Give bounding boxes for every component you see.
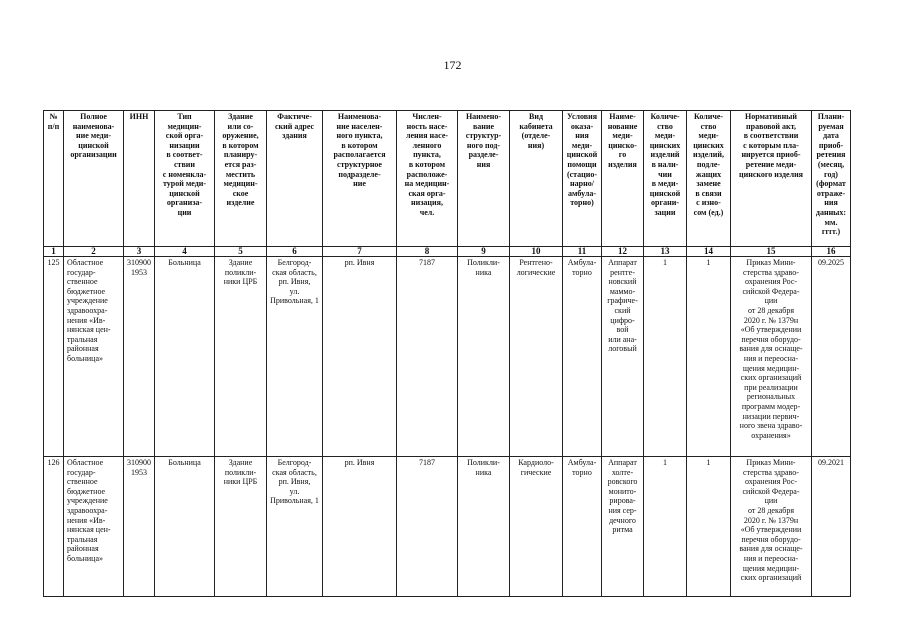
subdivision-cell: Поликли- ника <box>458 257 510 457</box>
devices-available-cell: 1 <box>644 257 687 457</box>
settlement-cell: рп. Ивня <box>323 457 397 597</box>
subdivision-cell: Поликли- ника <box>458 457 510 597</box>
organization-type-cell: Больница <box>155 457 215 597</box>
column-number: 1 <box>44 247 64 257</box>
address-cell: Белгород- ская область, рп. Ивня, ул. Привольная, 1 <box>267 257 323 457</box>
header-cell: Условия оказа- ния меди- цинской помощи (стацио- нарно/ амбула- торно) <box>563 111 602 247</box>
device-name-cell: Аппарат рентге- новский маммо- графиче- ский цифро- вой или ана- логовый <box>602 257 644 457</box>
equipment-table <box>43 110 851 597</box>
inn-cell: 310900 1953 <box>124 457 155 597</box>
header-cell: Наименова- ние населен- ного пункта, в котором располагается структурное подразделе- ние <box>323 111 397 247</box>
population-cell: 7187 <box>397 457 458 597</box>
organization-type-cell: Больница <box>155 257 215 457</box>
header-cell: Количе- ство меди- цинских изделий в нали- чии в меди- цинской органи- зации <box>644 111 687 247</box>
cabinet-type-cell: Рентгено- логические <box>510 257 563 457</box>
header-cell: Количе- ство меди- цинских изделий, подле- жащих замене в связи с изно- сом (ед.) <box>687 111 731 247</box>
header-cell: Фактиче- ский адрес здания <box>267 111 323 247</box>
header-cell: Тип медицин- ской орга- низации в соответ- ствии с номенкла- турой меди- цинской организа- ции <box>155 111 215 247</box>
page-number: 172 <box>443 58 462 72</box>
column-number-row <box>44 247 851 257</box>
column-number: 13 <box>644 247 687 257</box>
column-number: 8 <box>397 247 458 257</box>
column-number: 15 <box>731 247 812 257</box>
legal-act-cell: Приказ Мини- стерства здраво- охранения Рос- сийской Федера- ции от 28 декабря 2020 г. № 1379н «Об утверждении перечня оборудо- вания для оснаще- ния и переосна- щения медицин- ских организаций при реализации региональных программ модер- низации первич- ного звена здраво- охранения» <box>731 257 812 457</box>
header-cell: Наиме- нование меди- цинско- го изделия <box>602 111 644 247</box>
row-number-cell: 125 <box>44 257 64 457</box>
column-number: 9 <box>458 247 510 257</box>
devices-to-replace-cell: 1 <box>687 457 731 597</box>
column-number: 2 <box>64 247 124 257</box>
header-cell: Плани- руемая дата приоб- ретения (месяц, год) (формат отраже- ния данных: мм. гггг.) <box>812 111 851 247</box>
device-name-cell: Аппарат холте- ровского монито- рирова- ния сер- дечного ритма <box>602 457 644 597</box>
column-number: 10 <box>510 247 563 257</box>
column-number: 3 <box>124 247 155 257</box>
cabinet-type-cell: Кардиоло- гические <box>510 457 563 597</box>
purchase-date-cell: 09.2025 <box>812 257 851 457</box>
header-row <box>44 111 851 247</box>
column-number: 7 <box>323 247 397 257</box>
header-cell: Вид кабинета (отделе- ния) <box>510 111 563 247</box>
care-conditions-cell: Амбула- торно <box>563 457 602 597</box>
column-number: 5 <box>215 247 267 257</box>
header-cell: Здание или со- оружение, в котором планиру- ется раз- местить медицин- ское изделие <box>215 111 267 247</box>
building-cell: Здание поликли- ники ЦРБ <box>215 457 267 597</box>
population-cell: 7187 <box>397 257 458 457</box>
column-number: 6 <box>267 247 323 257</box>
inn-cell: 310900 1953 <box>124 257 155 457</box>
organization-name-cell: Областное государ- ственное бюджетное учреждение здравоохра- нения «Ив- нянская цен- тральная районная больница» <box>64 457 124 597</box>
devices-to-replace-cell: 1 <box>687 257 731 457</box>
devices-available-cell: 1 <box>644 457 687 597</box>
table-row <box>44 457 851 597</box>
header-cell: Наимено- вание структур- ного под- разделе- ния <box>458 111 510 247</box>
column-number: 14 <box>687 247 731 257</box>
row-number-cell: 126 <box>44 457 64 597</box>
header-cell: № п/п <box>44 111 64 247</box>
settlement-cell: рп. Ивня <box>323 257 397 457</box>
table-row <box>44 257 851 457</box>
column-number: 11 <box>563 247 602 257</box>
header-cell: Числен- ность насе- ления насе- ленного пункта, в котором расположе- на медицин- ская орга- низация, чел. <box>397 111 458 247</box>
header-cell: Нормативный правовой акт, в соответствии с которым пла- нируется приоб- ретение меди- цинского изделия <box>731 111 812 247</box>
column-number: 16 <box>812 247 851 257</box>
address-cell: Белгород- ская область, рп. Ивня, ул. Привольная, 1 <box>267 457 323 597</box>
organization-name-cell: Областное государ- ственное бюджетное учреждение здравоохра- нения «Ив- нянская цен- тральная районная больница» <box>64 257 124 457</box>
care-conditions-cell: Амбула- торно <box>563 257 602 457</box>
header-cell: Полное наименова- ние меди- цинской организации <box>64 111 124 247</box>
column-number: 12 <box>602 247 644 257</box>
purchase-date-cell: 09.2021 <box>812 457 851 597</box>
column-number: 4 <box>155 247 215 257</box>
header-cell: ИНН <box>124 111 155 247</box>
building-cell: Здание поликли- ники ЦРБ <box>215 257 267 457</box>
legal-act-cell: Приказ Мини- стерства здраво- охранения Рос- сийской Федера- ции от 28 декабря 2020 г. № 1379н «Об утверждении перечня оборудо- вания для оснаще- ния и переосна- щения медицин- ских организаций <box>731 457 812 597</box>
